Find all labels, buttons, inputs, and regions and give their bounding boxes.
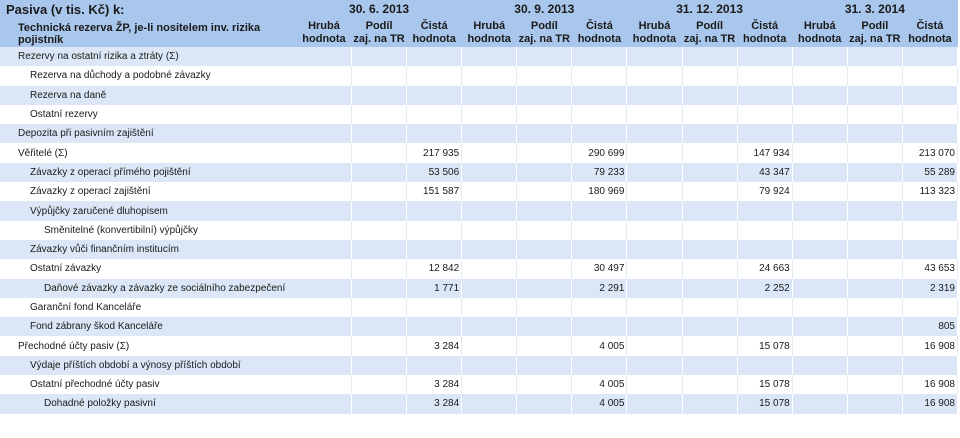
net-value-cell <box>902 240 957 259</box>
gross-value-cell <box>627 336 682 355</box>
net-value-cell <box>407 86 462 105</box>
table-row <box>0 375 958 394</box>
table-row <box>0 356 958 375</box>
gross-value-cell <box>792 143 847 162</box>
table-row <box>0 221 958 240</box>
subheader-net: Čistá hodnota <box>902 18 957 47</box>
table-row <box>0 105 958 124</box>
gross-value-cell <box>627 66 682 85</box>
gross-value-cell <box>462 279 517 298</box>
net-value-cell <box>902 86 957 105</box>
gross-value-cell <box>462 336 517 355</box>
gross-value-cell <box>296 375 351 394</box>
gross-value-cell <box>296 201 351 220</box>
net-value-cell <box>737 356 792 375</box>
row-label: Dohadné položky pasivní <box>0 394 296 413</box>
share-value-cell <box>682 201 737 220</box>
subheader-gross: Hrubá hodnota <box>462 18 517 47</box>
net-value-cell: 4 005 <box>572 394 627 413</box>
share-value-cell <box>847 105 902 124</box>
period-header-4: 31. 3. 2014 <box>792 0 957 18</box>
gross-value-cell <box>296 163 351 182</box>
net-value-cell: 55 289 <box>902 163 957 182</box>
gross-value-cell <box>792 394 847 413</box>
row-label: Ostatní závazky <box>0 259 296 278</box>
gross-value-cell <box>627 279 682 298</box>
share-value-cell <box>352 221 407 240</box>
gross-value-cell <box>462 163 517 182</box>
gross-value-cell <box>462 221 517 240</box>
share-value-cell <box>517 375 572 394</box>
net-value-cell: 805 <box>902 317 957 336</box>
subheader-share: Podíl zaj. na TR <box>847 18 902 47</box>
row-label: Rezerva na důchody a podobné závazky <box>0 66 296 85</box>
net-value-cell <box>407 201 462 220</box>
net-value-cell: 147 934 <box>737 143 792 162</box>
share-value-cell <box>682 86 737 105</box>
share-value-cell <box>847 375 902 394</box>
gross-value-cell <box>296 336 351 355</box>
net-value-cell <box>737 66 792 85</box>
table-row <box>0 394 958 413</box>
table-title: Pasiva (v tis. Kč) k: <box>0 0 296 18</box>
table-row <box>0 143 958 162</box>
net-value-cell: 4 005 <box>572 336 627 355</box>
net-value-cell: 79 233 <box>572 163 627 182</box>
share-value-cell <box>682 66 737 85</box>
net-value-cell <box>902 124 957 143</box>
net-value-cell <box>572 66 627 85</box>
net-value-cell <box>407 105 462 124</box>
net-value-cell <box>572 86 627 105</box>
net-value-cell: 3 284 <box>407 394 462 413</box>
share-value-cell <box>682 317 737 336</box>
share-value-cell <box>847 143 902 162</box>
share-value-cell <box>517 66 572 85</box>
share-value-cell <box>517 86 572 105</box>
net-value-cell <box>407 66 462 85</box>
net-value-cell: 180 969 <box>572 182 627 201</box>
gross-value-cell <box>627 375 682 394</box>
net-value-cell: 12 842 <box>407 259 462 278</box>
share-value-cell <box>682 182 737 201</box>
gross-value-cell <box>462 240 517 259</box>
row-label: Výdaje příštích období a výnosy příštích období <box>0 356 296 375</box>
share-value-cell <box>847 336 902 355</box>
share-value-cell <box>847 317 902 336</box>
gross-value-cell <box>462 259 517 278</box>
gross-value-cell <box>627 143 682 162</box>
net-value-cell <box>737 124 792 143</box>
share-value-cell <box>682 240 737 259</box>
gross-value-cell <box>462 66 517 85</box>
net-value-cell <box>737 240 792 259</box>
share-value-cell <box>517 221 572 240</box>
row-label: Garanční fond Kanceláře <box>0 298 296 317</box>
row-label: Výpůjčky zaručené dluhopisem <box>0 201 296 220</box>
gross-value-cell <box>462 47 517 66</box>
subheader-gross: Hrubá hodnota <box>296 18 351 47</box>
net-value-cell <box>902 47 957 66</box>
row-label: Závazky z operací zajištění <box>0 182 296 201</box>
share-value-cell <box>682 356 737 375</box>
share-value-cell <box>517 259 572 278</box>
gross-value-cell <box>627 394 682 413</box>
net-value-cell <box>902 356 957 375</box>
share-value-cell <box>847 124 902 143</box>
share-value-cell <box>352 298 407 317</box>
table-row <box>0 47 958 66</box>
gross-value-cell <box>462 201 517 220</box>
row-label: Závazky vůči finančním institucím <box>0 240 296 259</box>
gross-value-cell <box>462 86 517 105</box>
gross-value-cell <box>296 394 351 413</box>
gross-value-cell <box>296 86 351 105</box>
share-value-cell <box>682 124 737 143</box>
gross-value-cell <box>792 259 847 278</box>
share-value-cell <box>682 221 737 240</box>
share-value-cell <box>682 298 737 317</box>
net-value-cell <box>572 221 627 240</box>
share-value-cell <box>517 356 572 375</box>
gross-value-cell <box>792 375 847 394</box>
gross-value-cell <box>792 105 847 124</box>
net-value-cell <box>407 298 462 317</box>
gross-value-cell <box>792 279 847 298</box>
table-row <box>0 86 958 105</box>
net-value-cell <box>407 240 462 259</box>
share-value-cell <box>352 201 407 220</box>
gross-value-cell <box>462 143 517 162</box>
net-value-cell: 3 284 <box>407 336 462 355</box>
gross-value-cell <box>792 182 847 201</box>
net-value-cell <box>902 298 957 317</box>
row-label: Věřitelé (Σ) <box>0 143 296 162</box>
period-header-3: 31. 12. 2013 <box>627 0 792 18</box>
share-value-cell <box>352 182 407 201</box>
gross-value-cell <box>627 259 682 278</box>
net-value-cell: 24 663 <box>737 259 792 278</box>
row-label: Ostatní přechodné účty pasiv <box>0 375 296 394</box>
subheader-net: Čistá hodnota <box>572 18 627 47</box>
net-value-cell: 113 323 <box>902 182 957 201</box>
net-value-cell: 16 908 <box>902 394 957 413</box>
row-label: Závazky z operací přímého pojištění <box>0 163 296 182</box>
share-value-cell <box>352 143 407 162</box>
net-value-cell <box>572 201 627 220</box>
share-value-cell <box>847 66 902 85</box>
net-value-cell: 213 070 <box>902 143 957 162</box>
share-value-cell <box>517 336 572 355</box>
subheader-gross: Hrubá hodnota <box>792 18 847 47</box>
gross-value-cell <box>627 163 682 182</box>
gross-value-cell <box>627 124 682 143</box>
net-value-cell: 1 771 <box>407 279 462 298</box>
section-label: Technická rezerva ŽP, je-li nositelem inv. rizika pojistník <box>0 18 296 47</box>
gross-value-cell <box>296 221 351 240</box>
row-label: Přechodné účty pasiv (Σ) <box>0 336 296 355</box>
share-value-cell <box>847 163 902 182</box>
share-value-cell <box>352 47 407 66</box>
table-row <box>0 201 958 220</box>
gross-value-cell <box>627 105 682 124</box>
net-value-cell: 15 078 <box>737 394 792 413</box>
gross-value-cell <box>627 182 682 201</box>
net-value-cell <box>572 47 627 66</box>
gross-value-cell <box>792 47 847 66</box>
share-value-cell <box>847 394 902 413</box>
net-value-cell: 43 347 <box>737 163 792 182</box>
gross-value-cell <box>296 66 351 85</box>
share-value-cell <box>847 182 902 201</box>
net-value-cell <box>407 124 462 143</box>
share-value-cell <box>847 221 902 240</box>
net-value-cell <box>737 47 792 66</box>
net-value-cell: 16 908 <box>902 336 957 355</box>
gross-value-cell <box>792 201 847 220</box>
net-value-cell <box>737 221 792 240</box>
net-value-cell: 15 078 <box>737 336 792 355</box>
gross-value-cell <box>462 317 517 336</box>
gross-value-cell <box>296 356 351 375</box>
table-row <box>0 298 958 317</box>
gross-value-cell <box>296 298 351 317</box>
share-value-cell <box>682 336 737 355</box>
row-label: Rezervy na ostatní rizika a ztráty (Σ) <box>0 47 296 66</box>
share-value-cell <box>517 163 572 182</box>
gross-value-cell <box>792 66 847 85</box>
gross-value-cell <box>627 356 682 375</box>
subheader-net: Čistá hodnota <box>407 18 462 47</box>
gross-value-cell <box>462 124 517 143</box>
gross-value-cell <box>462 375 517 394</box>
gross-value-cell <box>792 356 847 375</box>
share-value-cell <box>682 163 737 182</box>
table-row <box>0 182 958 201</box>
share-value-cell <box>682 394 737 413</box>
table-row <box>0 336 958 355</box>
net-value-cell: 15 078 <box>737 375 792 394</box>
share-value-cell <box>517 182 572 201</box>
gross-value-cell <box>462 356 517 375</box>
share-value-cell <box>352 259 407 278</box>
row-label: Ostatní rezervy <box>0 105 296 124</box>
gross-value-cell <box>627 86 682 105</box>
share-value-cell <box>352 240 407 259</box>
gross-value-cell <box>296 182 351 201</box>
share-value-cell <box>517 47 572 66</box>
net-value-cell <box>737 317 792 336</box>
gross-value-cell <box>627 201 682 220</box>
gross-value-cell <box>296 105 351 124</box>
gross-value-cell <box>792 86 847 105</box>
net-value-cell: 79 924 <box>737 182 792 201</box>
share-value-cell <box>352 163 407 182</box>
share-value-cell <box>517 317 572 336</box>
share-value-cell <box>682 279 737 298</box>
net-value-cell: 43 653 <box>902 259 957 278</box>
net-value-cell <box>902 221 957 240</box>
share-value-cell <box>352 86 407 105</box>
share-value-cell <box>847 240 902 259</box>
table-row <box>0 66 958 85</box>
subheader-share: Podíl zaj. na TR <box>517 18 572 47</box>
share-value-cell <box>682 143 737 162</box>
share-value-cell <box>682 375 737 394</box>
net-value-cell: 290 699 <box>572 143 627 162</box>
gross-value-cell <box>627 221 682 240</box>
net-value-cell <box>407 221 462 240</box>
gross-value-cell <box>627 298 682 317</box>
share-value-cell <box>352 279 407 298</box>
net-value-cell: 3 284 <box>407 375 462 394</box>
gross-value-cell <box>462 105 517 124</box>
subheader-share: Podíl zaj. na TR <box>682 18 737 47</box>
share-value-cell <box>517 201 572 220</box>
net-value-cell <box>737 86 792 105</box>
table-row <box>0 279 958 298</box>
share-value-cell <box>517 394 572 413</box>
net-value-cell <box>572 240 627 259</box>
gross-value-cell <box>792 298 847 317</box>
gross-value-cell <box>627 317 682 336</box>
share-value-cell <box>847 259 902 278</box>
net-value-cell <box>902 105 957 124</box>
net-value-cell <box>737 298 792 317</box>
subheader-share: Podíl zaj. na TR <box>352 18 407 47</box>
subheader-gross: Hrubá hodnota <box>627 18 682 47</box>
net-value-cell <box>737 105 792 124</box>
table-row <box>0 240 958 259</box>
share-value-cell <box>352 105 407 124</box>
net-value-cell <box>572 124 627 143</box>
gross-value-cell <box>462 394 517 413</box>
gross-value-cell <box>296 124 351 143</box>
period-header-1: 30. 6. 2013 <box>296 0 461 18</box>
share-value-cell <box>847 201 902 220</box>
net-value-cell <box>902 66 957 85</box>
share-value-cell <box>352 336 407 355</box>
share-value-cell <box>682 47 737 66</box>
share-value-cell <box>847 356 902 375</box>
net-value-cell: 4 005 <box>572 375 627 394</box>
share-value-cell <box>517 298 572 317</box>
share-value-cell <box>352 66 407 85</box>
gross-value-cell <box>462 182 517 201</box>
net-value-cell: 2 252 <box>737 279 792 298</box>
table-row <box>0 317 958 336</box>
gross-value-cell <box>792 124 847 143</box>
share-value-cell <box>352 317 407 336</box>
net-value-cell <box>572 105 627 124</box>
share-value-cell <box>847 47 902 66</box>
net-value-cell <box>407 47 462 66</box>
share-value-cell <box>517 279 572 298</box>
net-value-cell: 2 291 <box>572 279 627 298</box>
share-value-cell <box>517 124 572 143</box>
gross-value-cell <box>296 143 351 162</box>
table-row <box>0 124 958 143</box>
share-value-cell <box>352 356 407 375</box>
gross-value-cell <box>296 317 351 336</box>
gross-value-cell <box>792 336 847 355</box>
gross-value-cell <box>792 221 847 240</box>
share-value-cell <box>352 394 407 413</box>
share-value-cell <box>847 279 902 298</box>
share-value-cell <box>517 240 572 259</box>
net-value-cell <box>572 298 627 317</box>
net-value-cell <box>407 356 462 375</box>
net-value-cell: 53 506 <box>407 163 462 182</box>
row-label: Rezerva na daně <box>0 86 296 105</box>
gross-value-cell <box>627 47 682 66</box>
net-value-cell <box>902 201 957 220</box>
share-value-cell <box>517 105 572 124</box>
gross-value-cell <box>792 317 847 336</box>
share-value-cell <box>682 259 737 278</box>
row-label: Směnitelné (konvertibilní) výpůjčky <box>0 221 296 240</box>
share-value-cell <box>682 105 737 124</box>
share-value-cell <box>517 143 572 162</box>
gross-value-cell <box>296 47 351 66</box>
gross-value-cell <box>792 163 847 182</box>
gross-value-cell <box>462 298 517 317</box>
share-value-cell <box>847 298 902 317</box>
table-row <box>0 163 958 182</box>
share-value-cell <box>352 124 407 143</box>
net-value-cell: 217 935 <box>407 143 462 162</box>
net-value-cell <box>572 356 627 375</box>
table-row <box>0 259 958 278</box>
net-value-cell <box>737 201 792 220</box>
row-label: Daňové závazky a závazky ze sociálního zabezpečení <box>0 279 296 298</box>
gross-value-cell <box>296 279 351 298</box>
gross-value-cell <box>296 259 351 278</box>
net-value-cell <box>572 317 627 336</box>
row-label: Depozita při pasivním zajištění <box>0 124 296 143</box>
gross-value-cell <box>627 240 682 259</box>
subheader-net: Čistá hodnota <box>737 18 792 47</box>
gross-value-cell <box>296 240 351 259</box>
row-label: Fond zábrany škod Kanceláře <box>0 317 296 336</box>
net-value-cell <box>407 317 462 336</box>
share-value-cell <box>847 86 902 105</box>
gross-value-cell <box>792 240 847 259</box>
net-value-cell: 16 908 <box>902 375 957 394</box>
period-header-2: 30. 9. 2013 <box>462 0 627 18</box>
share-value-cell <box>352 375 407 394</box>
net-value-cell: 2 319 <box>902 279 957 298</box>
net-value-cell: 151 587 <box>407 182 462 201</box>
net-value-cell: 30 497 <box>572 259 627 278</box>
